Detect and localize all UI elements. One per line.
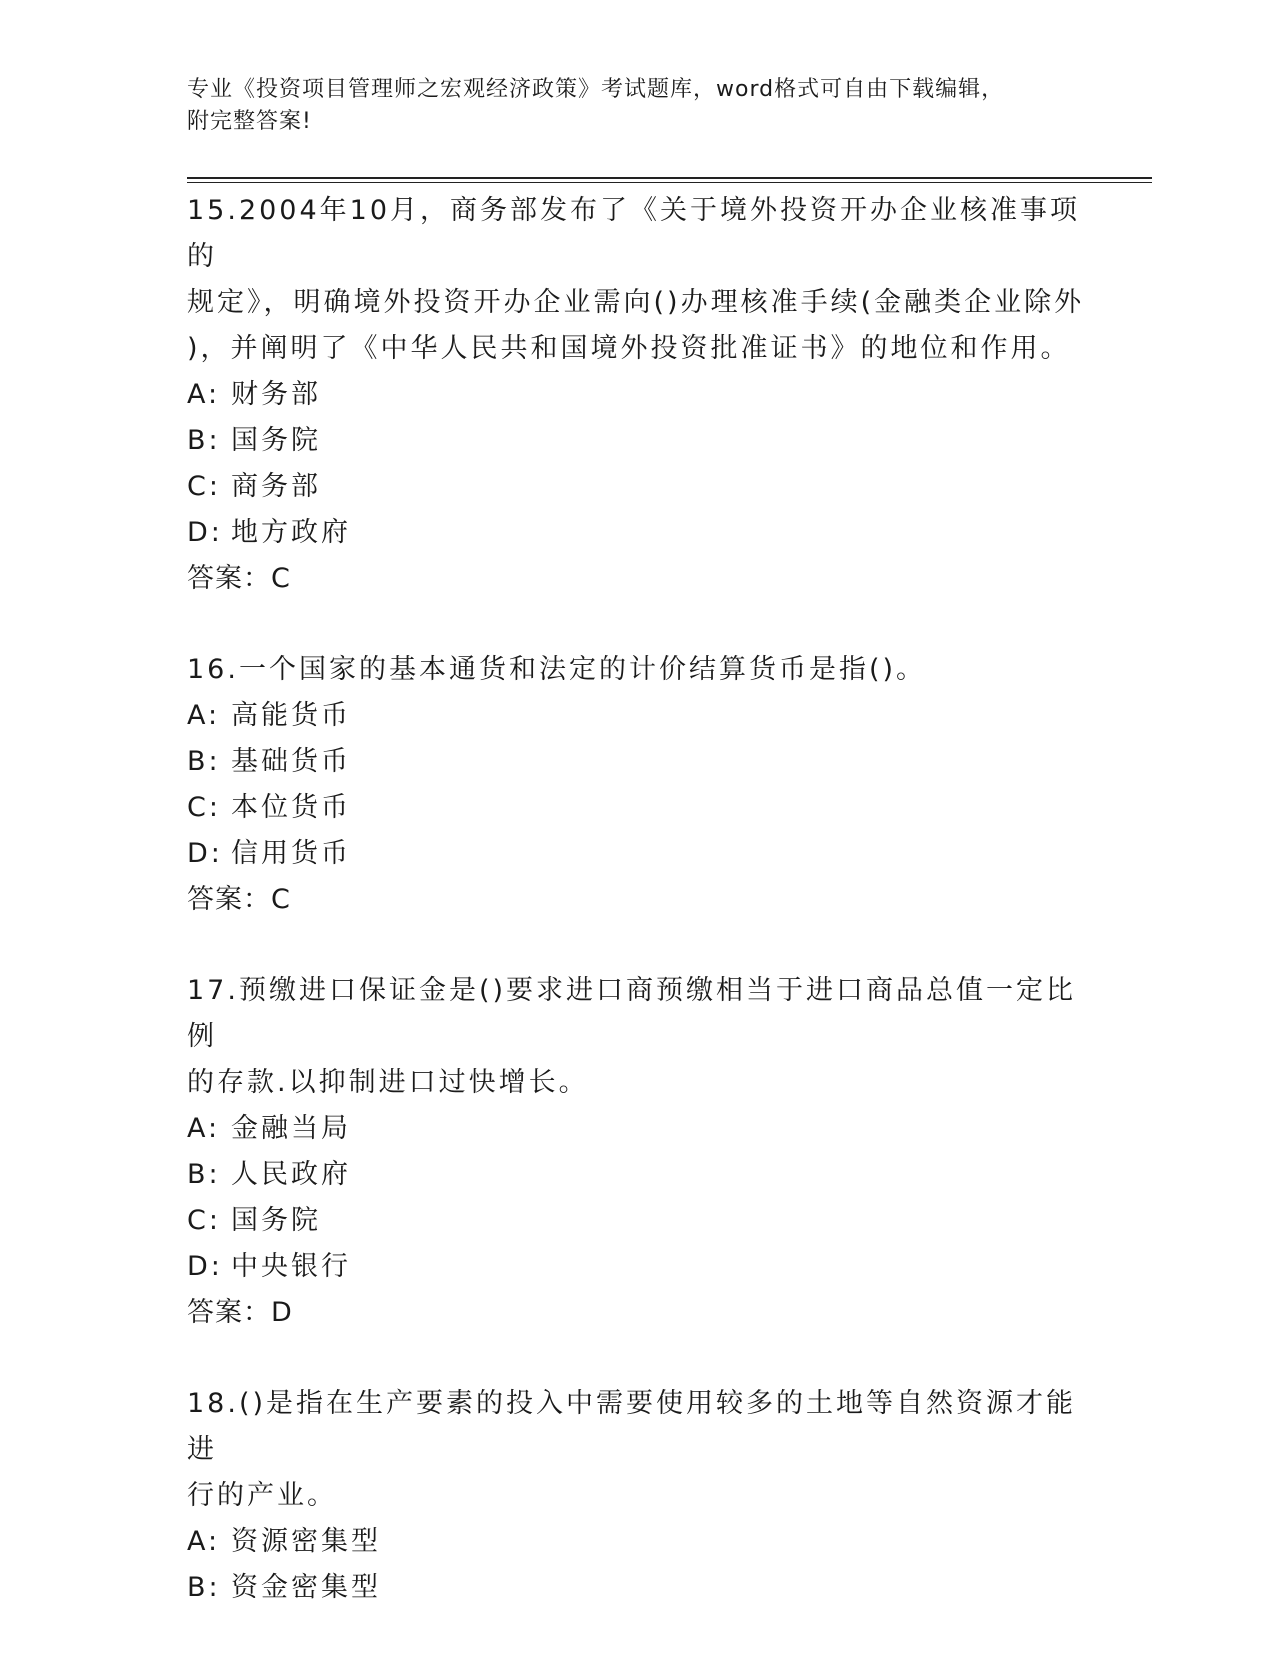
option-key: C: bbox=[187, 471, 221, 502]
option-text: 信用货币 bbox=[231, 838, 351, 869]
option-key: B: bbox=[187, 1572, 221, 1603]
option-text: 国务院 bbox=[231, 1205, 321, 1236]
option-a bbox=[187, 693, 1087, 739]
option-d bbox=[187, 831, 1087, 877]
option-key: C: bbox=[187, 792, 221, 823]
header-line-1: 专业《投资项目管理师之宏观经济政策》考试题库，word格式可自由下载编辑， bbox=[187, 77, 1005, 102]
option-key: C: bbox=[187, 1205, 221, 1236]
option-b bbox=[187, 739, 1087, 785]
option-text: 国务院 bbox=[231, 425, 321, 456]
question-16 bbox=[187, 647, 1087, 923]
option-b bbox=[187, 1152, 1087, 1198]
option-key: B: bbox=[187, 746, 221, 777]
answer-line: 答案：C bbox=[187, 563, 291, 594]
option-text: 金融当局 bbox=[231, 1113, 351, 1144]
option-key: A: bbox=[187, 379, 221, 410]
option-b bbox=[187, 1565, 1087, 1611]
question-stem-line: 的存款.以抑制进口过快增长。 bbox=[187, 1067, 589, 1098]
question-stem-line: )，并阐明了《中华人民共和国境外投资批准证书》的地位和作用。 bbox=[187, 333, 1071, 364]
question-18 bbox=[187, 1381, 1087, 1611]
option-d bbox=[187, 1244, 1087, 1290]
option-text: 本位货币 bbox=[231, 792, 351, 823]
option-c bbox=[187, 1198, 1087, 1244]
option-key: B: bbox=[187, 1159, 221, 1190]
header-divider-thick bbox=[187, 177, 1152, 179]
option-a bbox=[187, 372, 1087, 418]
option-text: 财务部 bbox=[231, 379, 321, 410]
option-key: D: bbox=[187, 1251, 223, 1282]
option-key: A: bbox=[187, 700, 221, 731]
option-text: 资源密集型 bbox=[231, 1526, 381, 1557]
option-key: D: bbox=[187, 517, 223, 548]
question-stem-line: 15.2004年10月，商务部发布了《关于境外投资开办企业核准事项的 bbox=[187, 195, 1081, 272]
document-header bbox=[187, 74, 1087, 138]
option-text: 商务部 bbox=[231, 471, 321, 502]
question-list bbox=[187, 188, 1087, 1656]
option-text: 地方政府 bbox=[231, 517, 351, 548]
option-a bbox=[187, 1519, 1087, 1565]
question-17 bbox=[187, 968, 1087, 1336]
option-key: D: bbox=[187, 838, 223, 869]
option-key: B: bbox=[187, 425, 221, 456]
question-stem-line: 16.一个国家的基本通货和法定的计价结算货币是指()。 bbox=[187, 654, 927, 685]
option-d bbox=[187, 510, 1087, 556]
question-stem-line: 行的产业。 bbox=[187, 1480, 337, 1511]
option-a bbox=[187, 1106, 1087, 1152]
question-15 bbox=[187, 188, 1087, 602]
answer-line: 答案：C bbox=[187, 884, 291, 915]
option-b bbox=[187, 418, 1087, 464]
question-stem-line: 规定》，明确境外投资开办企业需向()办理核准手续(金融类企业除外 bbox=[187, 287, 1085, 318]
option-text: 高能货币 bbox=[231, 700, 351, 731]
option-c bbox=[187, 464, 1087, 510]
question-stem-line: 18.()是指在生产要素的投入中需要使用较多的土地等自然资源才能进 bbox=[187, 1388, 1077, 1465]
option-c bbox=[187, 785, 1087, 831]
option-text: 人民政府 bbox=[231, 1159, 351, 1190]
header-line-2: 附完整答案! bbox=[187, 109, 312, 134]
question-stem-line: 17.预缴进口保证金是()要求进口商预缴相当于进口商品总值一定比例 bbox=[187, 975, 1077, 1052]
option-key: A: bbox=[187, 1526, 221, 1557]
option-text: 中央银行 bbox=[231, 1251, 351, 1282]
option-text: 基础货币 bbox=[231, 746, 351, 777]
answer-line: 答案：D bbox=[187, 1297, 293, 1328]
header-divider-thin bbox=[187, 182, 1152, 183]
option-key: A: bbox=[187, 1113, 221, 1144]
option-text: 资金密集型 bbox=[231, 1572, 381, 1603]
